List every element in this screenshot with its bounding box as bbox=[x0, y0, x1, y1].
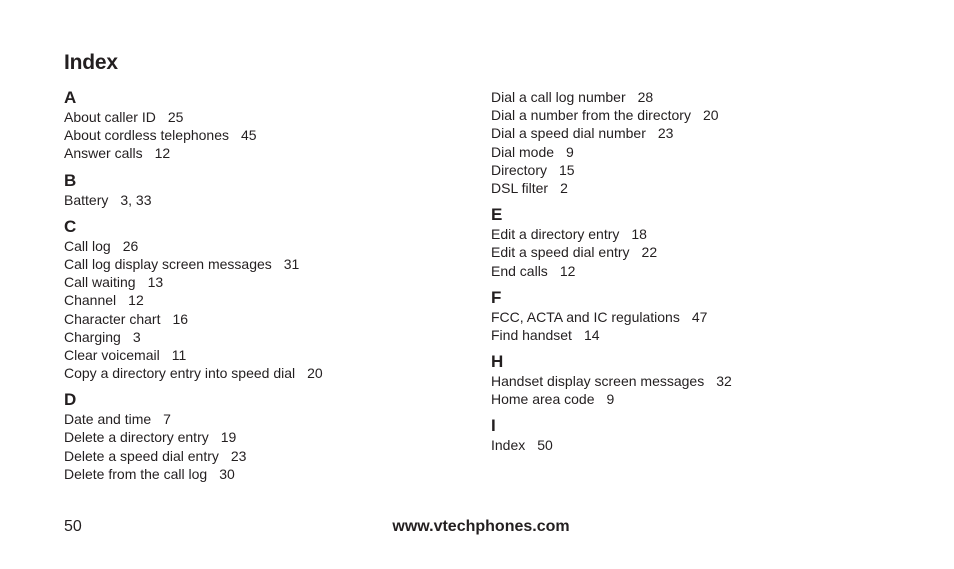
index-entry-pages: 47 bbox=[691, 308, 708, 325]
index-entry-pages: 15 bbox=[559, 161, 575, 178]
index-entry-term: Call waiting bbox=[64, 274, 136, 291]
index-entry-term: Index bbox=[491, 437, 526, 454]
index-entry-term: Call log display screen messages bbox=[64, 255, 272, 272]
index-entry bbox=[64, 191, 504, 209]
index-entry-pages: 7 bbox=[163, 411, 171, 428]
index-entry-pages: 3, 33 bbox=[120, 191, 152, 208]
index-entry-pages: 30 bbox=[219, 465, 235, 482]
index-section bbox=[491, 88, 931, 197]
index-entry-pages: 12 bbox=[154, 145, 171, 162]
index-entry-term: Battery bbox=[64, 191, 109, 208]
page-number: 50 bbox=[64, 518, 82, 535]
index-entry-term: Delete a directory entry bbox=[64, 429, 209, 446]
index-column-left bbox=[64, 88, 504, 483]
index-entry-pages: 18 bbox=[631, 226, 647, 243]
index-entry bbox=[491, 225, 931, 243]
index-entry-term: Delete a speed dial entry bbox=[64, 447, 219, 464]
index-entry bbox=[64, 126, 504, 144]
index-entry bbox=[64, 273, 504, 291]
index-section bbox=[491, 416, 931, 454]
section-letter: A bbox=[64, 88, 77, 107]
index-entry bbox=[64, 346, 504, 364]
index-entry-term: Date and time bbox=[64, 411, 152, 428]
index-entry-pages: 25 bbox=[167, 109, 184, 125]
index-entry-pages: 12 bbox=[559, 262, 576, 279]
index-entry-pages: 13 bbox=[147, 274, 164, 291]
index-entry bbox=[64, 364, 504, 382]
index-entry-term: Delete from the call log bbox=[64, 465, 208, 482]
index-entry-pages: 3 bbox=[132, 328, 141, 345]
index-entry bbox=[64, 255, 504, 273]
index-entry-pages: 23 bbox=[657, 125, 674, 142]
index-entry bbox=[491, 308, 931, 326]
index-entry-pages: 2 bbox=[560, 179, 568, 196]
index-entry bbox=[64, 237, 504, 255]
index-entry-term: Handset display screen messages bbox=[491, 373, 705, 390]
index-entry-term: Edit a directory entry bbox=[491, 226, 620, 243]
index-entry bbox=[64, 310, 504, 328]
index-entry bbox=[64, 108, 504, 126]
index-entry bbox=[64, 291, 504, 309]
index-section bbox=[64, 171, 504, 209]
index-entry bbox=[491, 179, 931, 197]
index-column-right bbox=[491, 88, 931, 455]
index-section bbox=[491, 205, 931, 280]
index-entry-pages: 12 bbox=[128, 292, 144, 309]
index-entry-pages: 16 bbox=[172, 310, 189, 327]
index-entry-term: Charging bbox=[64, 328, 121, 345]
index-entry-term: Find handset bbox=[491, 326, 572, 343]
index-entry-pages: 31 bbox=[283, 255, 300, 272]
index-entry bbox=[64, 410, 504, 428]
index-entry-term: Call log bbox=[64, 237, 111, 254]
index-entry-pages: 14 bbox=[583, 326, 600, 343]
index-section bbox=[64, 217, 504, 383]
index-entry-pages: 11 bbox=[171, 346, 187, 363]
index-entry-pages: 9 bbox=[606, 391, 615, 408]
index-entry bbox=[491, 243, 931, 261]
section-letter: E bbox=[491, 205, 503, 225]
index-entry-term: FCC, ACTA and IC regulations bbox=[491, 308, 680, 325]
index-entry bbox=[491, 88, 931, 106]
index-entry bbox=[491, 372, 931, 390]
index-entry bbox=[64, 447, 504, 465]
index-entry-pages: 23 bbox=[230, 447, 247, 464]
index-entry bbox=[491, 143, 931, 161]
index-entry-term: Dial a call log number bbox=[491, 89, 626, 105]
index-section bbox=[491, 352, 931, 408]
index-entry-pages: 20 bbox=[702, 107, 719, 124]
index-entry-pages: 19 bbox=[220, 429, 237, 446]
index-entry-pages: 9 bbox=[566, 143, 574, 160]
index-entry-pages: 20 bbox=[307, 365, 323, 382]
index-entry bbox=[64, 144, 504, 162]
section-letter: I bbox=[491, 416, 496, 436]
index-section bbox=[64, 390, 504, 483]
index-entry-pages: 32 bbox=[716, 373, 732, 390]
index-entry-pages: 26 bbox=[122, 237, 139, 254]
index-entry-term: Dial a speed dial number bbox=[491, 125, 646, 142]
index-entry-term: Home area code bbox=[491, 391, 595, 408]
section-letter: H bbox=[491, 352, 504, 372]
index-entry-term: Character chart bbox=[64, 310, 161, 327]
footer-url: www.vtechphones.com bbox=[392, 518, 570, 535]
index-entry-pages: 22 bbox=[641, 244, 658, 261]
index-entry bbox=[491, 106, 931, 124]
index-entry bbox=[491, 326, 931, 344]
index-entry-pages: 50 bbox=[537, 437, 553, 454]
index-section bbox=[491, 288, 931, 344]
index-entry-term: Clear voicemail bbox=[64, 346, 160, 363]
section-letter: B bbox=[64, 170, 77, 190]
index-entry-term: Edit a speed dial entry bbox=[491, 244, 630, 261]
index-entry bbox=[491, 436, 931, 454]
index-entry-term: Dial a number from the directory bbox=[491, 107, 691, 124]
section-letter: F bbox=[491, 287, 502, 307]
index-entry bbox=[64, 428, 504, 446]
index-entry bbox=[64, 465, 504, 483]
index-entry-term: Directory bbox=[491, 161, 548, 178]
index-entry-pages: 45 bbox=[241, 127, 257, 144]
index-entry-term: Answer calls bbox=[64, 145, 143, 162]
index-entry bbox=[491, 161, 931, 179]
index-entry-term: DSL filter bbox=[491, 179, 549, 196]
index-section bbox=[64, 88, 504, 163]
index-entry-term: Copy a directory entry into speed dial bbox=[64, 365, 296, 382]
page-title: Index bbox=[64, 51, 118, 74]
index-entry-term: About cordless telephones bbox=[64, 127, 229, 144]
index-entry bbox=[64, 328, 504, 346]
index-entry bbox=[491, 124, 931, 142]
index-entry-term: About caller ID bbox=[64, 109, 156, 125]
section-letter: C bbox=[64, 216, 77, 236]
index-entry-term: Dial mode bbox=[491, 143, 555, 160]
index-entry bbox=[491, 390, 931, 408]
index-entry-term: Channel bbox=[64, 292, 117, 309]
index-entry bbox=[491, 262, 931, 280]
index-entry-pages: 28 bbox=[637, 89, 654, 105]
index-entry-term: End calls bbox=[491, 262, 548, 279]
section-letter: D bbox=[64, 390, 77, 410]
